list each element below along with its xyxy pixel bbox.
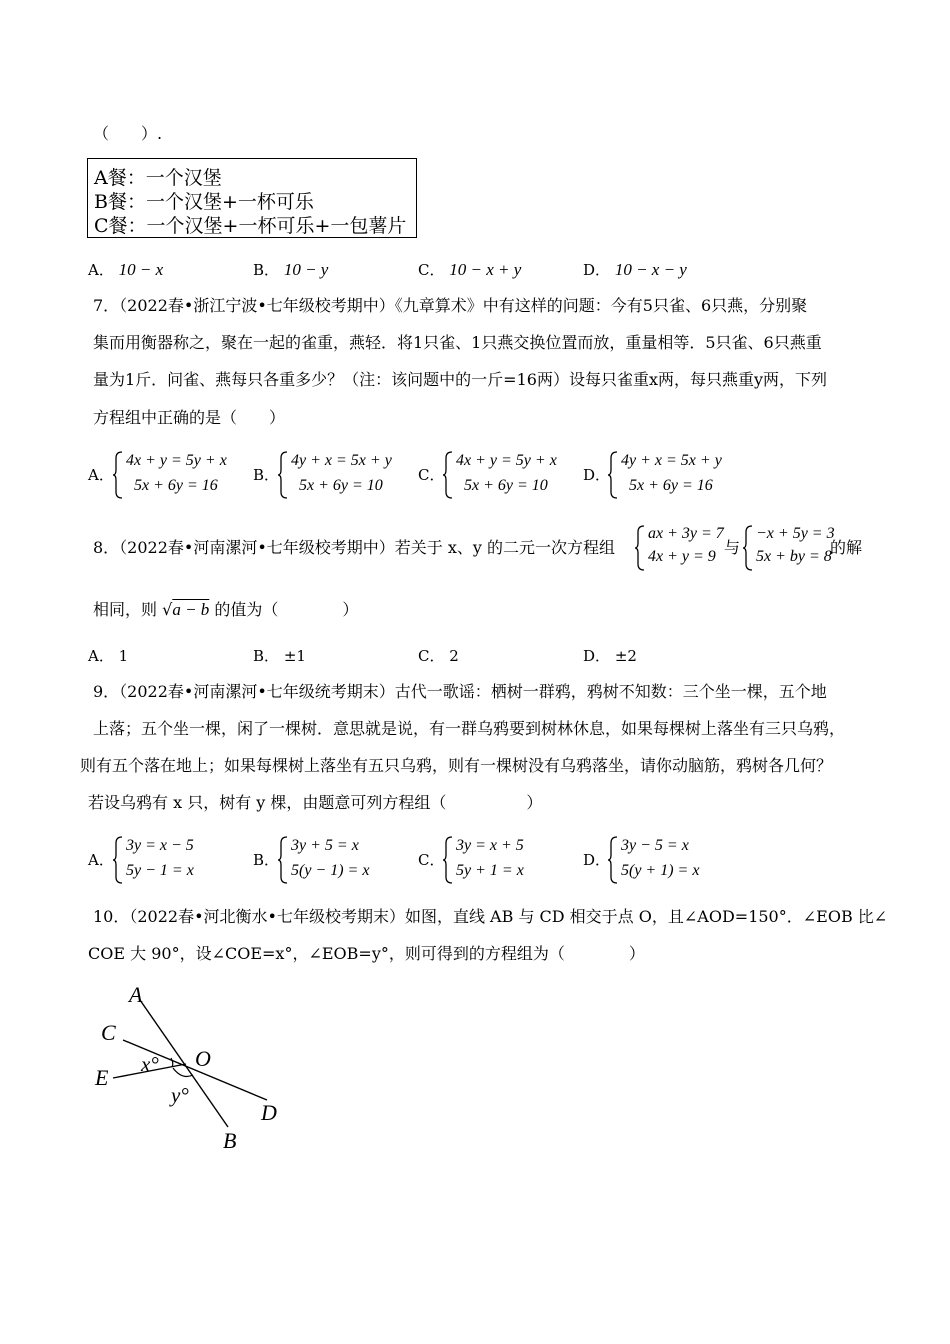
q6-option-c-label: C． (418, 261, 445, 279)
q6-option-a-label: A． (88, 261, 114, 279)
q10-line-2: COE 大 90°，设∠COE=x°，∠EOB=y°，则可得到的方程组为（ ） (88, 944, 645, 963)
q6-option-b-expr: 10 − y (283, 260, 329, 279)
q8-sys2-eq1: −x + 5y = 3 (756, 525, 835, 542)
q9-option-c-eq1: 3y = x + 5 (456, 837, 524, 854)
q7-option-a-system (112, 450, 252, 500)
q8-option-a-label: A． (88, 647, 114, 665)
q6-option-c-expr: 10 − x + y (449, 260, 522, 279)
q9-option-d-label[interactable]: D． (583, 851, 611, 869)
menu-line-c: C餐：一个汉堡+一杯可乐+一包薯片 (94, 215, 407, 237)
q8-option-d[interactable] (583, 646, 637, 666)
q6-option-d-label: D． (583, 261, 611, 279)
q6-option-c[interactable] (418, 260, 521, 280)
q8-option-c-value: 2 (449, 647, 459, 665)
q7-option-a-eq1: 4x + y = 5y + x (126, 452, 227, 469)
q6-option-b[interactable] (253, 260, 328, 280)
q7-option-b-system (277, 450, 417, 500)
q8-option-b[interactable] (253, 646, 306, 666)
brace-icon (277, 450, 289, 500)
q9-line-2: 上落；五个坐一棵，闲了一棵树．意思就是说，有一群乌鸦要到树林休息，如果每棵树上落坐有三只乌鸦， (93, 719, 846, 738)
q7-option-d-label[interactable]: D． (583, 466, 611, 484)
q8-option-b-label: B． (253, 647, 280, 665)
q9-option-b-system (277, 835, 407, 885)
q7-option-d-eq1: 4y + x = 5x + y (621, 452, 722, 469)
q7-option-a-eq2: 5x + 6y = 16 (134, 477, 218, 494)
q9-option-c-label[interactable]: C． (418, 851, 445, 869)
q7-line-3: 量为1斤．问雀、燕每只各重多少？（注：该问题中的一斤=16两）设每只雀重x两，每只燕重y两，下列 (93, 370, 828, 389)
menu-line-b: B餐：一个汉堡+一杯可乐 (94, 191, 314, 213)
q8-sys2-eq2: 5x + by = 8 (756, 548, 832, 565)
brace-icon (112, 835, 124, 885)
q8-line-2 (93, 600, 358, 620)
menu-box (87, 158, 417, 238)
label-o: O (195, 1046, 211, 1071)
q9-line-1: 9．（2022春•河南漯河•七年级统考期末）古代一歌谣：栖树一群鸦，鸦树不知数：三个坐一棵，五个地 (93, 682, 827, 701)
label-a: A (129, 982, 143, 1007)
q8-radicand: a − b (172, 600, 210, 619)
q8-option-a-value: 1 (118, 647, 129, 665)
q9-option-d-system (607, 835, 737, 885)
q8-option-d-label: D． (583, 647, 611, 665)
q8-mid: 与 (724, 538, 741, 557)
brace-icon (607, 835, 619, 885)
q6-option-a-expr: 10 − x (118, 260, 164, 279)
q8-system-2 (742, 524, 842, 572)
q6-option-d[interactable] (583, 260, 687, 280)
q9-option-a-eq2: 5y − 1 = x (126, 862, 194, 879)
q9-option-a-eq1: 3y = x − 5 (126, 837, 194, 854)
brace-icon (112, 450, 124, 500)
label-x: x° (141, 1052, 159, 1076)
label-b: B (223, 1128, 237, 1153)
brace-icon (442, 450, 454, 500)
q9-option-b-eq2: 5(y − 1) = x (291, 862, 370, 879)
menu-line-a: A餐：一个汉堡 (94, 167, 222, 189)
brace-icon (277, 835, 289, 885)
q8-system-1 (634, 524, 734, 572)
q9-option-a-label[interactable]: A． (88, 851, 114, 869)
q7-option-d-eq2: 5x + 6y = 16 (629, 477, 713, 494)
q9-option-b-label[interactable]: B． (253, 851, 280, 869)
q9-option-d-eq2: 5(y + 1) = x (621, 862, 700, 879)
q7-option-d-system (607, 450, 747, 500)
brace-icon (442, 835, 454, 885)
q6-option-b-label: B． (253, 261, 280, 279)
q9-line-4: 若设乌鸦有 x 只，树有 y 棵，由题意可列方程组（ ） (88, 793, 543, 812)
angle-figure (85, 980, 305, 1160)
label-e: E (95, 1065, 109, 1090)
q7-option-c-eq2: 5x + 6y = 10 (464, 477, 548, 494)
q9-line-3: 则有五个落在地上；如果每棵树上落坐有五只乌鸦，则有一棵树没有乌鸦落坐，请你动脑筋，鸦树各几何？ (80, 756, 833, 775)
label-c: C (101, 1020, 116, 1045)
q7-option-c-eq1: 4x + y = 5y + x (456, 452, 557, 469)
q8-prefix: 8．（2022春•河南漯河•七年级校考期中）若关于 x、y 的二元一次方程组 (93, 538, 616, 557)
q8-sys1-eq2: 4x + y = 9 (648, 548, 716, 565)
q8-option-c[interactable] (418, 646, 459, 666)
brace-icon (607, 450, 619, 500)
q7-option-b-eq2: 5x + 6y = 10 (299, 477, 383, 494)
q7-option-a-label[interactable]: A． (88, 466, 114, 484)
q8-option-c-label: C． (418, 647, 445, 665)
q6-option-d-expr: 10 − x − y (614, 260, 687, 279)
q9-option-b-eq1: 3y + 5 = x (291, 837, 359, 854)
brace-icon (742, 524, 754, 572)
angle-arc-x (171, 1058, 173, 1067)
q10-line-1: 10．（2022春•河北衡水•七年级校考期末）如图，直线 AB 与 CD 相交于点 O，且∠AOD=150°．∠EOB 比∠ (93, 907, 888, 926)
q8-suffix: 的解 (830, 538, 863, 557)
sqrt-icon: √ (162, 600, 173, 619)
q7-option-c-system (442, 450, 582, 500)
label-d: D (261, 1100, 277, 1125)
q8-option-b-value: ±1 (283, 647, 306, 665)
q7-line-1: 7．（2022春•浙江宁波•七年级校考期中）《九章算术》中有这样的问题：今有5只雀、6只燕，分别聚 (93, 296, 808, 315)
q8-option-d-value: ±2 (614, 647, 637, 665)
q7-option-c-label[interactable]: C． (418, 466, 445, 484)
q6-option-a[interactable] (88, 260, 163, 280)
q7-line-4: 方程组中正确的是（ ） (93, 408, 286, 427)
q7-option-b-eq1: 4y + x = 5x + y (291, 452, 392, 469)
q7-option-b-label[interactable]: B． (253, 466, 280, 484)
label-y: y° (171, 1083, 189, 1107)
q9-option-c-eq2: 5y + 1 = x (456, 862, 524, 879)
q8-line2-a: 相同，则 (93, 600, 158, 619)
q9-option-a-system (112, 835, 242, 885)
q7-line-2: 集而用衡器称之，聚在一起的雀重，燕轻．将1只雀、1只燕交换位置而放，重量相等．5只雀、6只燕重 (93, 333, 822, 352)
q9-option-c-system (442, 835, 572, 885)
q8-line2-b: 的值为（ ） (214, 600, 359, 619)
q8-sys1-eq1: ax + 3y = 7 (648, 525, 724, 542)
brace-icon (634, 524, 646, 572)
q8-option-a[interactable] (88, 646, 128, 666)
prev-question-tail: （ ）. (93, 124, 163, 143)
q9-option-d-eq1: 3y − 5 = x (621, 837, 689, 854)
